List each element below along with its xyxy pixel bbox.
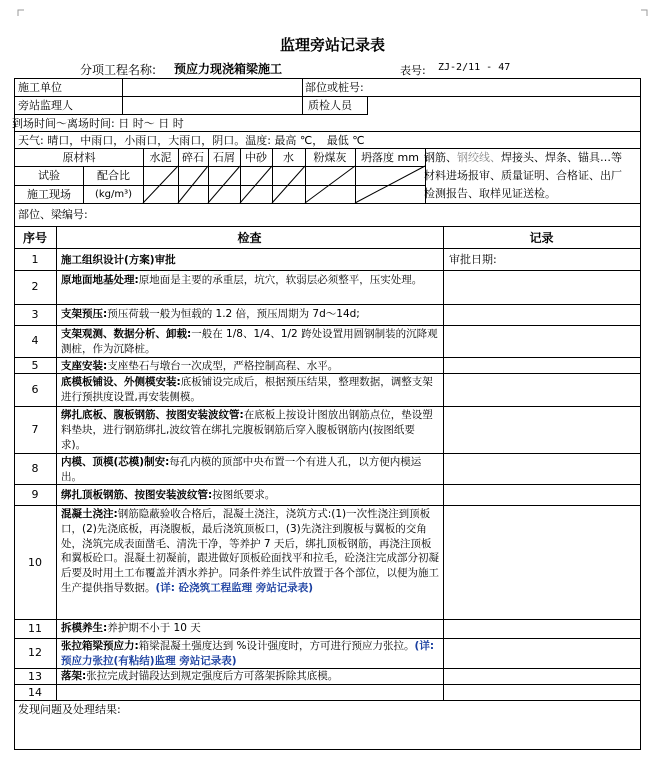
- material-col-gravel: 碎石: [182, 151, 204, 164]
- weather-line: 天气: 晴口，中雨口，小雨口，大雨口，阴口。温度: 最高 ℃， 最低 ℃: [18, 134, 365, 147]
- check-item: 支座安装:支座垫石与墩台一次成型，严格控制高程、水平。: [61, 360, 339, 372]
- material-col-slump: 坍落度 mm: [361, 151, 419, 164]
- check-item: 底模板铺设、外侧模安装:底板铺设完成后，根据预压结果，整理数据，调整支架进行预拱度设置,再安装侧模。: [61, 376, 433, 403]
- supervisor-label: 旁站监理人: [18, 99, 73, 112]
- row-number: 3: [31, 308, 39, 321]
- check-item: 原地面地基处理:原地面是主要的承重层，坑穴，软弱层必须整平，压实处理。: [61, 274, 423, 286]
- row-number: 4: [31, 334, 39, 347]
- site-label: 施工现场: [27, 188, 71, 201]
- material-col-flyash: 粉煤灰: [313, 151, 347, 164]
- review-date-label: 审批日期:: [449, 253, 497, 266]
- materials-label: 原材料: [62, 151, 96, 164]
- check-item: 张拉箱梁预应力:箱梁混凝土强度达到 %设计强度时，方可进行预应力张拉。(详: 预应力张拉(有粘结)监理 旁站记录表): [61, 640, 435, 667]
- construction-unit-label: 施工单位: [18, 81, 62, 94]
- mix-ratio-unit: (kg/m³): [94, 189, 133, 200]
- row-number: 2: [31, 280, 39, 293]
- materials-note-line3: 检测报告、取样见证送检。: [424, 187, 556, 200]
- project-name-value: 预应力现浇箱梁施工: [174, 62, 283, 76]
- check-item: 混凝土浇注:钢筋隐蔽验收合格后，混凝土浇注，浇筑方式:(1)一次性浇注到顶板口，(2)先浇底板，再浇腹板，最后浇筑顶板口，(3)先浇注到腹板与翼板的交角处，浇筑完成表面凿毛、清洗干净，等养护 7 天后，绑扎顶板钢筋，再浇注顶板和翼板砼口。混凝土初凝前，跟进做好顶板砼面找平和拉毛，砼浇注完成部分初凝后要及时用土工布覆盖并洒水养护。同条件养生试件放置于各个部位，以便为施工生产提供指导数据。(详: 砼浇筑工程监理 旁站记录表): [61, 508, 439, 594]
- col-header-record: 记录: [529, 231, 554, 245]
- row-number: 13: [28, 670, 42, 683]
- row-number: 8: [31, 462, 39, 475]
- check-item: 支架预压:预压荷载一般为恒载的 1.2 倍，预压周期为 7d～14d;: [61, 308, 360, 320]
- check-item: 内模、顶模(芯模)制安:每孔内模的顶部中央布置一个有进人孔，以方便内模运出。: [61, 456, 422, 483]
- row-number: 1: [31, 253, 39, 266]
- beam-number-label: 部位、梁编号:: [18, 208, 88, 221]
- findings-label: 发现问题及处理结果:: [18, 703, 121, 716]
- time-range-line: 到场时间～离场时间: 日 时～ 日 时: [12, 117, 184, 130]
- concrete-record-link[interactable]: (详: 砼浇筑工程监理 旁站记录表): [155, 581, 314, 594]
- tension-record-link[interactable]: (详: 预应力张拉(有粘结)监理 旁站记录表): [61, 640, 435, 667]
- form-number-value: ZJ-2/11 - 47: [438, 62, 511, 73]
- check-item: 施工组织设计(方案)审批: [61, 254, 176, 266]
- project-name-label: 分项工程名称:: [80, 63, 157, 77]
- row-number: 10: [28, 556, 42, 569]
- location-label: 部位或桩号:: [305, 81, 364, 94]
- mix-ratio-label: 配合比: [97, 169, 130, 182]
- check-item: 支架观测、数据分析、卸载:一般在 1/8、1/4、1/2 跨处设置用圆钢制装的沉降观测桩，作为沉降桩。: [61, 328, 438, 355]
- trial-label: 试验: [38, 169, 60, 182]
- row-number: 7: [31, 423, 39, 436]
- material-col-chips: 石屑: [213, 151, 235, 164]
- material-col-sand: 中砂: [245, 151, 267, 164]
- material-col-water: 水: [283, 151, 294, 164]
- row-number: 12: [28, 646, 42, 659]
- materials-note-line1: 钢筋、钢绞线、焊接头、焊条、锚具…等: [424, 151, 622, 164]
- row-number: 6: [31, 383, 39, 396]
- page-title: 监理旁站记录表: [279, 36, 385, 54]
- row-number: 14: [28, 686, 42, 699]
- material-col-cement: 水泥: [149, 151, 172, 164]
- row-number: 9: [31, 488, 39, 501]
- check-item: 落架:张拉完成封锚段达到规定强度后方可落架拆除其底模。: [61, 670, 339, 682]
- inspector-label: 质检人员: [308, 99, 352, 112]
- row-number: 5: [31, 359, 39, 372]
- form-number-label: 表号:: [400, 64, 426, 77]
- check-item: 拆模养生:养护期不小于 10 天: [61, 622, 201, 634]
- check-item: 绑扎顶板钢筋、按图安装波纹管:按图纸要求。: [61, 489, 276, 501]
- materials-note-line2: 材料进场报审、质量证明、合格证、出厂: [424, 169, 622, 182]
- col-header-check: 检查: [237, 231, 262, 245]
- col-header-no: 序号: [22, 231, 47, 245]
- row-number: 11: [28, 622, 42, 635]
- check-item: 绑扎底板、腹板钢筋、按图安装波纹管:在底板上按设计图放出钢筋点位，垫设塑料垫块，进行钢筋绑扎,波纹管在绑扎完腹板钢筋后穿入腹板钢筋内(按图纸要求)。: [61, 409, 433, 451]
